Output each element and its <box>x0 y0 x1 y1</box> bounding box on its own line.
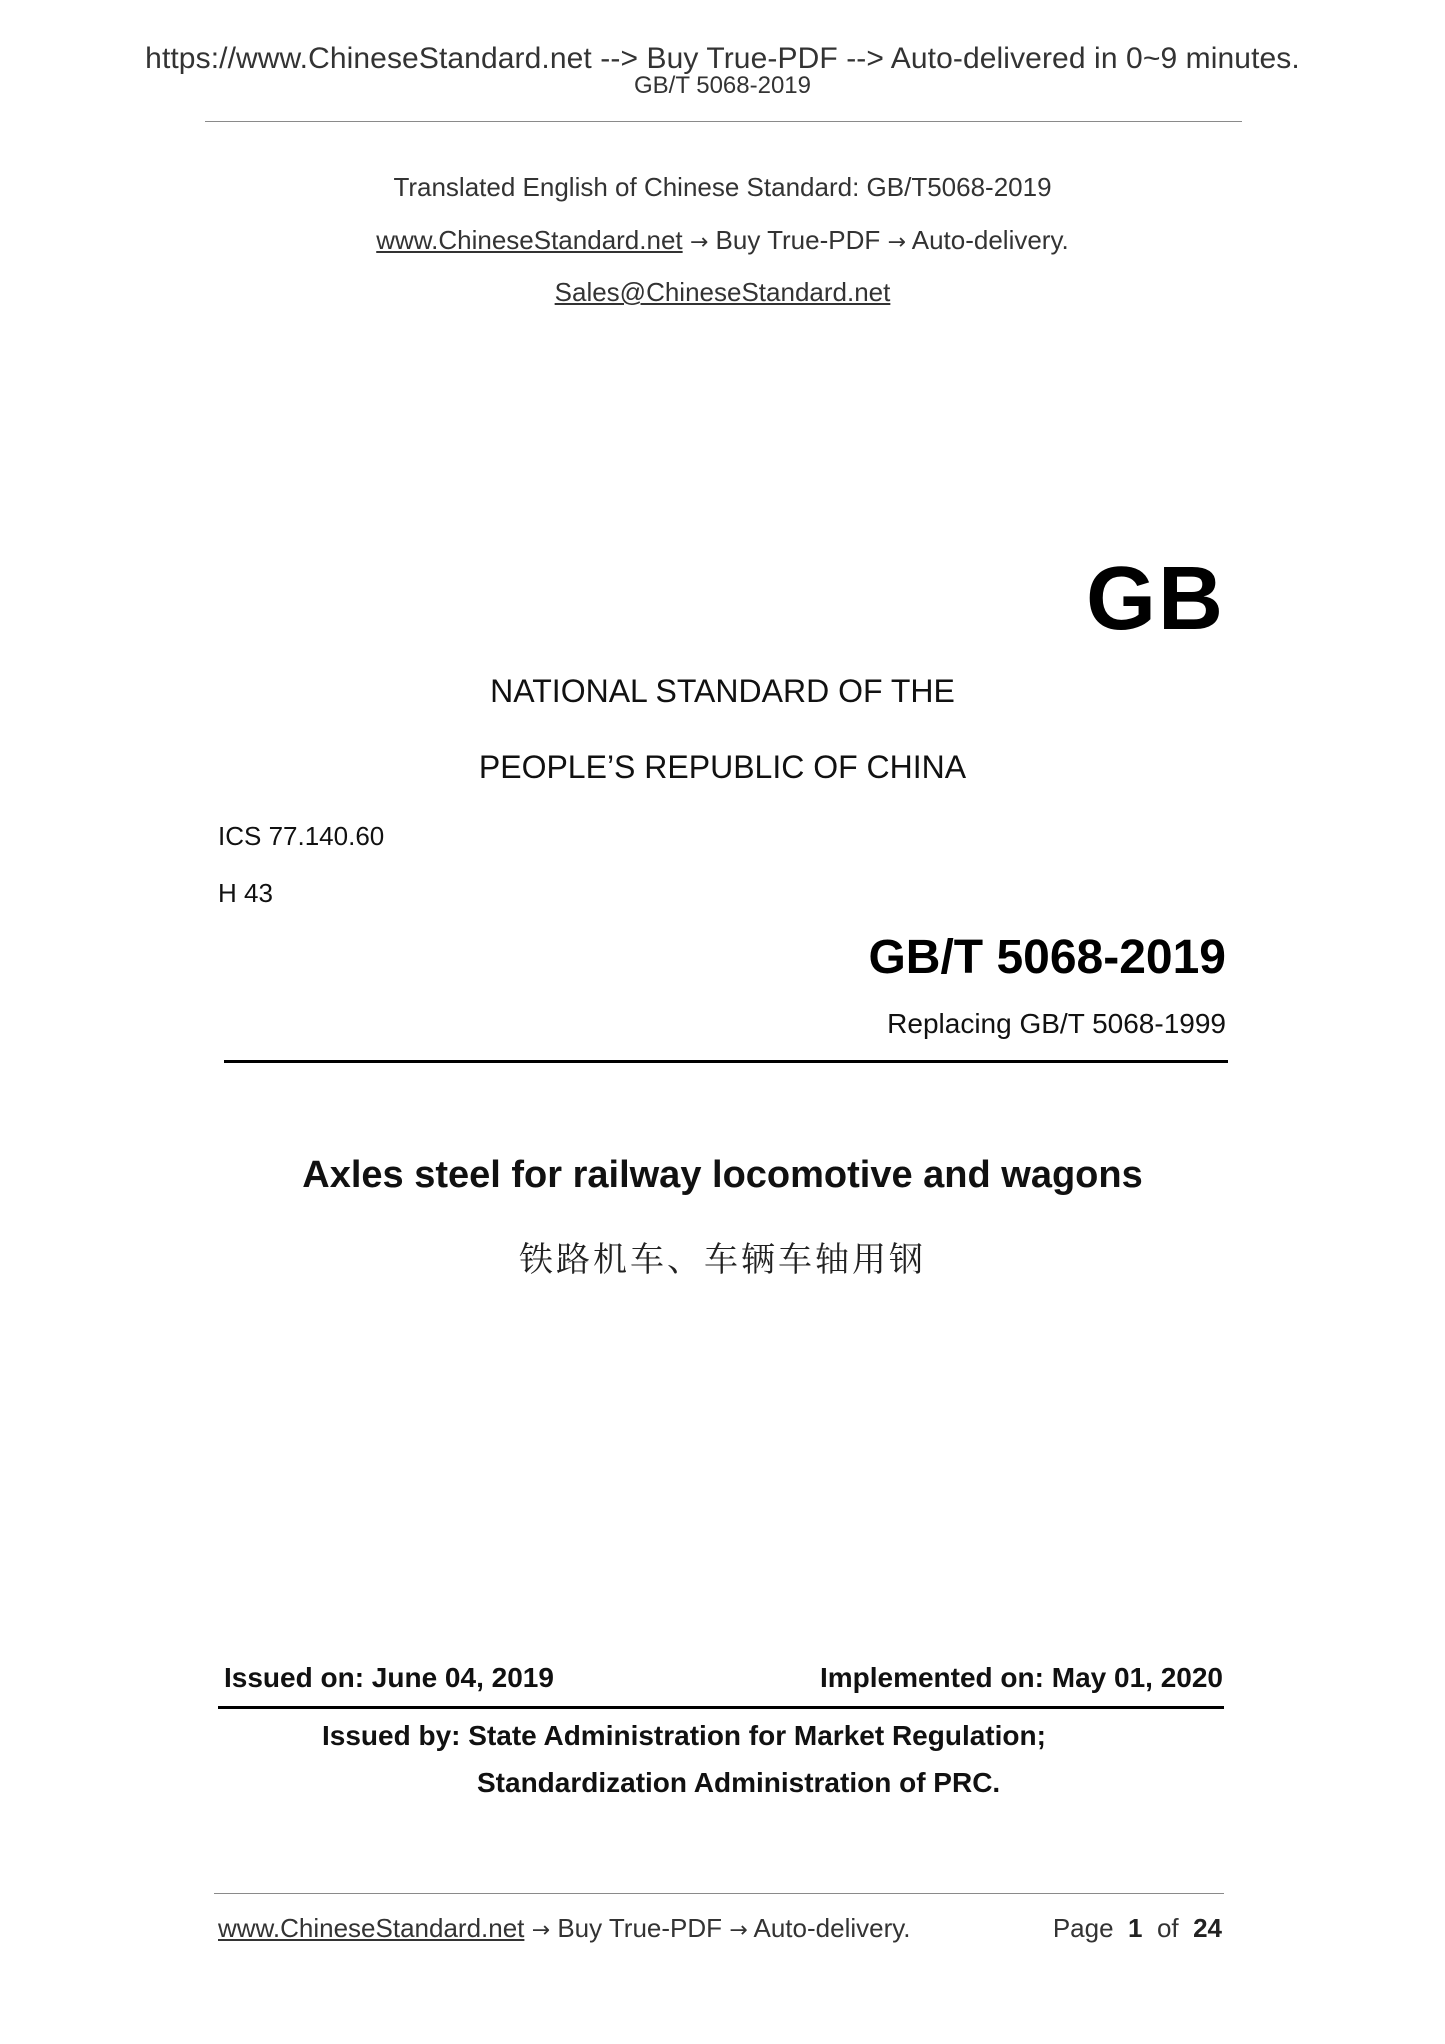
delivery-notice <box>0 225 1445 256</box>
auto-delivery-text: Auto-delivery. <box>911 225 1069 255</box>
buy-true-pdf-text: Buy True-PDF <box>715 225 881 255</box>
of-label: of <box>1156 1913 1179 1943</box>
issued-on-date: Issued on: June 04, 2019 <box>224 1662 554 1693</box>
country-heading: PEOPLE’S REPUBLIC OF CHINA <box>478 749 967 785</box>
total-pages: 24 <box>1193 1913 1222 1943</box>
footer-buy-true-pdf-text: Buy True-PDF <box>557 1913 723 1943</box>
footer-auto-delivery-text: Auto-delivery. <box>753 1913 911 1943</box>
sales-email-link[interactable]: Sales@ChineseStandard.net <box>554 277 891 307</box>
english-title: Axles steel for railway locomotive and wagons <box>302 1154 1143 1196</box>
running-header-code: GB/T 5068-2019 <box>633 72 811 99</box>
gb-logo: GB <box>1086 549 1225 649</box>
header-divider <box>205 121 1242 122</box>
arrow-right-icon: → <box>729 1918 748 1943</box>
page-indicator <box>1053 1913 1222 1944</box>
page-number: 1 <box>1128 1913 1143 1943</box>
sales-email-line <box>0 277 1445 308</box>
footer-delivery-notice <box>218 1913 911 1944</box>
footer-site-link[interactable]: www.ChineseStandard.net <box>218 1913 525 1943</box>
dates-divider <box>218 1706 1224 1709</box>
arrow-right-icon: → <box>887 230 906 255</box>
translated-notice: Translated English of Chinese Standard: GB/T5068-2019 <box>393 172 1052 202</box>
site-link[interactable]: www.ChineseStandard.net <box>376 225 683 255</box>
issued-by-line-1: Issued by: State Administration for Market Regulation; <box>322 1720 1046 1751</box>
classification-code: H 43 <box>218 878 273 908</box>
arrow-right-icon: → <box>531 1918 551 1943</box>
implemented-on-date: Implemented on: May 01, 2020 <box>819 1662 1223 1693</box>
ics-code: ICS 77.140.60 <box>218 821 385 851</box>
arrow-right-icon: → <box>689 230 709 255</box>
top-banner-url[interactable]: https://www.ChineseStandard.net --> Buy True-PDF --> Auto-delivered in 0~9 minutes. <box>145 42 1300 75</box>
page-label: Page <box>1052 1913 1114 1943</box>
issued-by-line-2: Standardization Administration of PRC. <box>477 1767 1001 1798</box>
chinese-title: 铁路机车、车辆车轴用钢 <box>519 1241 926 1279</box>
standard-number: GB/T 5068-2019 <box>868 931 1226 984</box>
title-divider <box>224 1060 1228 1063</box>
national-standard-heading: NATIONAL STANDARD OF THE <box>490 673 955 709</box>
replacing-standard: Replacing GB/T 5068-1999 <box>887 1008 1226 1039</box>
footer-divider <box>214 1893 1224 1894</box>
